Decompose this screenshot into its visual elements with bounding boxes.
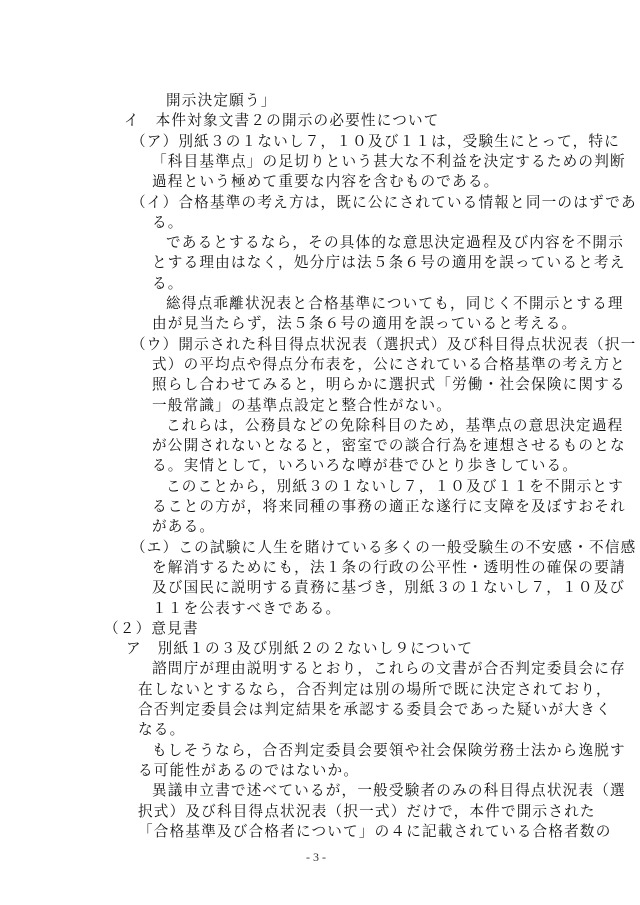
text-line: （エ）この試験に人生を賭けている多くの一般受験生の不安感・不信感 <box>131 538 637 556</box>
text-line: １１を公表すべきである。 <box>152 599 342 617</box>
text-line: 「科目基準点」の足切りという甚大な不利益を決定するための判断 <box>152 152 626 170</box>
text-line: 過程という極めて重要な内容を含むものである。 <box>152 173 500 191</box>
text-line: なる。 <box>138 721 186 739</box>
text-line: 及び国民に説明する責務に基づき，別紙３の１ないし７，１０及び <box>152 579 626 597</box>
text-line: これらは，公務員などの免除科目のため，基準点の意思決定過程 <box>166 416 624 434</box>
text-line: であるとするなら，その具体的な意思決定過程及び内容を不開示 <box>166 234 625 252</box>
text-line: が公開されないとなると，密室での談合行為を連想させるものとな <box>152 437 626 455</box>
text-line: る。 <box>152 213 184 231</box>
text-line: ア 別紙１の３及び別紙２の２ないし９について <box>126 640 474 658</box>
text-line: る可能性があるのではないか。 <box>138 761 360 779</box>
text-line: 異議申立書で述べているが，一般受験者のみの科目得点状況表（選 <box>152 782 626 800</box>
text-line: 総得点乖離状況表と合格基準についても，同じく不開示とする理 <box>166 295 624 312</box>
text-line: 一般常識」の基準点設定と整合性がない。 <box>152 396 453 414</box>
text-line: る。 <box>152 274 184 292</box>
page-number: - 3 - <box>306 850 326 864</box>
text-line: ることの方が，将来同種の事務の適正な遂行に支障を及ぼすおそれ <box>152 498 626 515</box>
text-line: （イ）合格基準の考え方は，既に公にされている情報と同一のはずであ <box>131 193 637 211</box>
text-line: 択式）及び科目得点状況表（択一式）だけで，本件で開示された <box>138 802 596 820</box>
text-line: とする理由はなく，処分庁は法５条６号の適用を誤っていると考え <box>152 254 626 272</box>
text-line: を解消するためにも，法１条の行政の公平性・透明性の確保の要請 <box>152 558 626 576</box>
text-line: がある。 <box>152 518 216 536</box>
text-line: 式）の平均点や得点分布表を，公にされている合格基準の考え方と <box>152 355 626 373</box>
text-line: 照らし合わせてみると，明らかに選択式「労働・社会保険に関する <box>152 376 626 394</box>
text-line: 在しないとするなら，合否判定は別の場所で既に決定されており， <box>138 680 612 698</box>
text-line: 由が見当たらず，法５条６号の適用を誤っていると考える。 <box>152 315 578 333</box>
text-line: 「合格基準及び合格者について」の４に記載されている合格者数の <box>138 822 612 840</box>
text-line: 合否判定委員会は判定結果を承認する委員会であった疑いが大きく <box>138 701 612 718</box>
text-line: （ア）別紙３の１ないし７，１０及び１１は，受験生にとって，特に <box>131 132 621 150</box>
text-line: る。実情として，いろいろな噂が巷でひとり歩きしている。 <box>152 457 579 475</box>
text-line: 諮問庁が理由説明するとおり，これらの文書が合否判定委員会に存 <box>152 660 626 678</box>
text-line: イ 本件対象文書２の開示の必要性について <box>124 112 440 130</box>
text-line: （ウ）開示された科目得点状況表（選択式）及び科目得点状況表（択一 <box>131 335 637 353</box>
text-line: 開示決定願う」 <box>166 92 277 109</box>
text-line: （２）意見書 <box>104 619 199 637</box>
text-line: このことから，別紙３の１ないし７，１０及び１１を不開示とす <box>166 477 625 495</box>
text-line: もしそうなら，合否判定委員会要領や社会保険労務士法から逸脱す <box>152 741 626 759</box>
